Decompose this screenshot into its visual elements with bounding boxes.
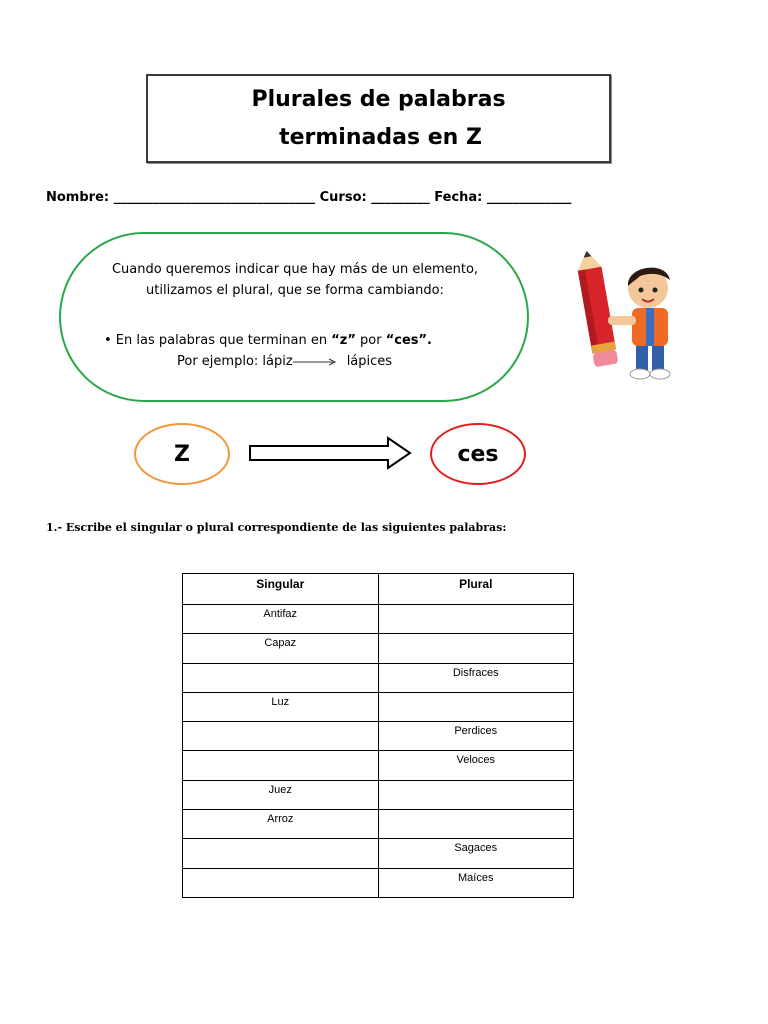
singular-cell[interactable] bbox=[183, 663, 379, 692]
plural-cell[interactable]: Perdices bbox=[378, 722, 574, 751]
table-row bbox=[183, 751, 574, 780]
singular-cell[interactable]: Arroz bbox=[183, 810, 379, 839]
singular-cell[interactable] bbox=[183, 722, 379, 751]
singular-cell[interactable]: Luz bbox=[183, 692, 379, 721]
example-label: Por ejemplo: lápiz bbox=[177, 354, 293, 369]
small-arrow-icon bbox=[293, 357, 339, 367]
title-box bbox=[146, 74, 611, 163]
singular-cell[interactable] bbox=[183, 839, 379, 868]
column-header-singular: Singular bbox=[183, 574, 379, 605]
column-header-plural: Plural bbox=[378, 574, 574, 605]
table-row bbox=[183, 692, 574, 721]
example-line bbox=[177, 354, 392, 369]
plural-cell[interactable]: Veloces bbox=[378, 751, 574, 780]
plural-cell[interactable] bbox=[378, 634, 574, 663]
right-arrow-icon bbox=[248, 436, 414, 470]
table-row bbox=[183, 868, 574, 897]
student-info-line: Nombre: _______________________________ Curso: _________ Fecha: _____________ bbox=[46, 190, 572, 205]
ces-circle: ces bbox=[430, 423, 526, 485]
singular-cell[interactable]: Capaz bbox=[183, 634, 379, 663]
rule-ces: “ces”. bbox=[385, 333, 432, 348]
table-row bbox=[183, 663, 574, 692]
singular-cell[interactable]: Antifaz bbox=[183, 605, 379, 634]
singular-cell[interactable] bbox=[183, 868, 379, 897]
title-line-1: Plurales de palabras bbox=[251, 86, 506, 112]
table-row bbox=[183, 605, 574, 634]
boy-holding-pencil-icon bbox=[556, 246, 696, 386]
example-plural: lápices bbox=[346, 354, 393, 369]
plural-cell[interactable] bbox=[378, 780, 574, 809]
z-circle: Z bbox=[134, 423, 230, 485]
table-header-row bbox=[183, 574, 574, 605]
plural-cell[interactable]: Maíces bbox=[378, 868, 574, 897]
plural-cell[interactable]: Sagaces bbox=[378, 839, 574, 868]
rule-prefix: • En las palabras que terminan en bbox=[104, 333, 332, 348]
plural-cell[interactable] bbox=[378, 810, 574, 839]
plural-cell[interactable] bbox=[378, 605, 574, 634]
table-row bbox=[183, 722, 574, 751]
explanation-intro: Cuando queremos indicar que hay más de un elemento, utilizamos el plural, que se forma cambiando: bbox=[111, 262, 479, 298]
table-row bbox=[183, 634, 574, 663]
plural-cell[interactable] bbox=[378, 692, 574, 721]
table-row bbox=[183, 780, 574, 809]
exercise-instruction: 1.- Escribe el singular o plural correspondiente de las siguientes palabras: bbox=[46, 521, 507, 534]
singular-cell[interactable] bbox=[183, 751, 379, 780]
exercise-table bbox=[182, 573, 574, 898]
plural-cell[interactable]: Disfraces bbox=[378, 663, 574, 692]
rule-mid: por bbox=[355, 333, 386, 348]
table-row bbox=[183, 839, 574, 868]
title-line-2: terminadas en Z bbox=[279, 124, 482, 150]
explanation-box bbox=[59, 232, 529, 402]
rule-z: “z” bbox=[331, 333, 356, 348]
table-row bbox=[183, 810, 574, 839]
explanation-rule bbox=[104, 333, 432, 348]
singular-cell[interactable]: Juez bbox=[183, 780, 379, 809]
